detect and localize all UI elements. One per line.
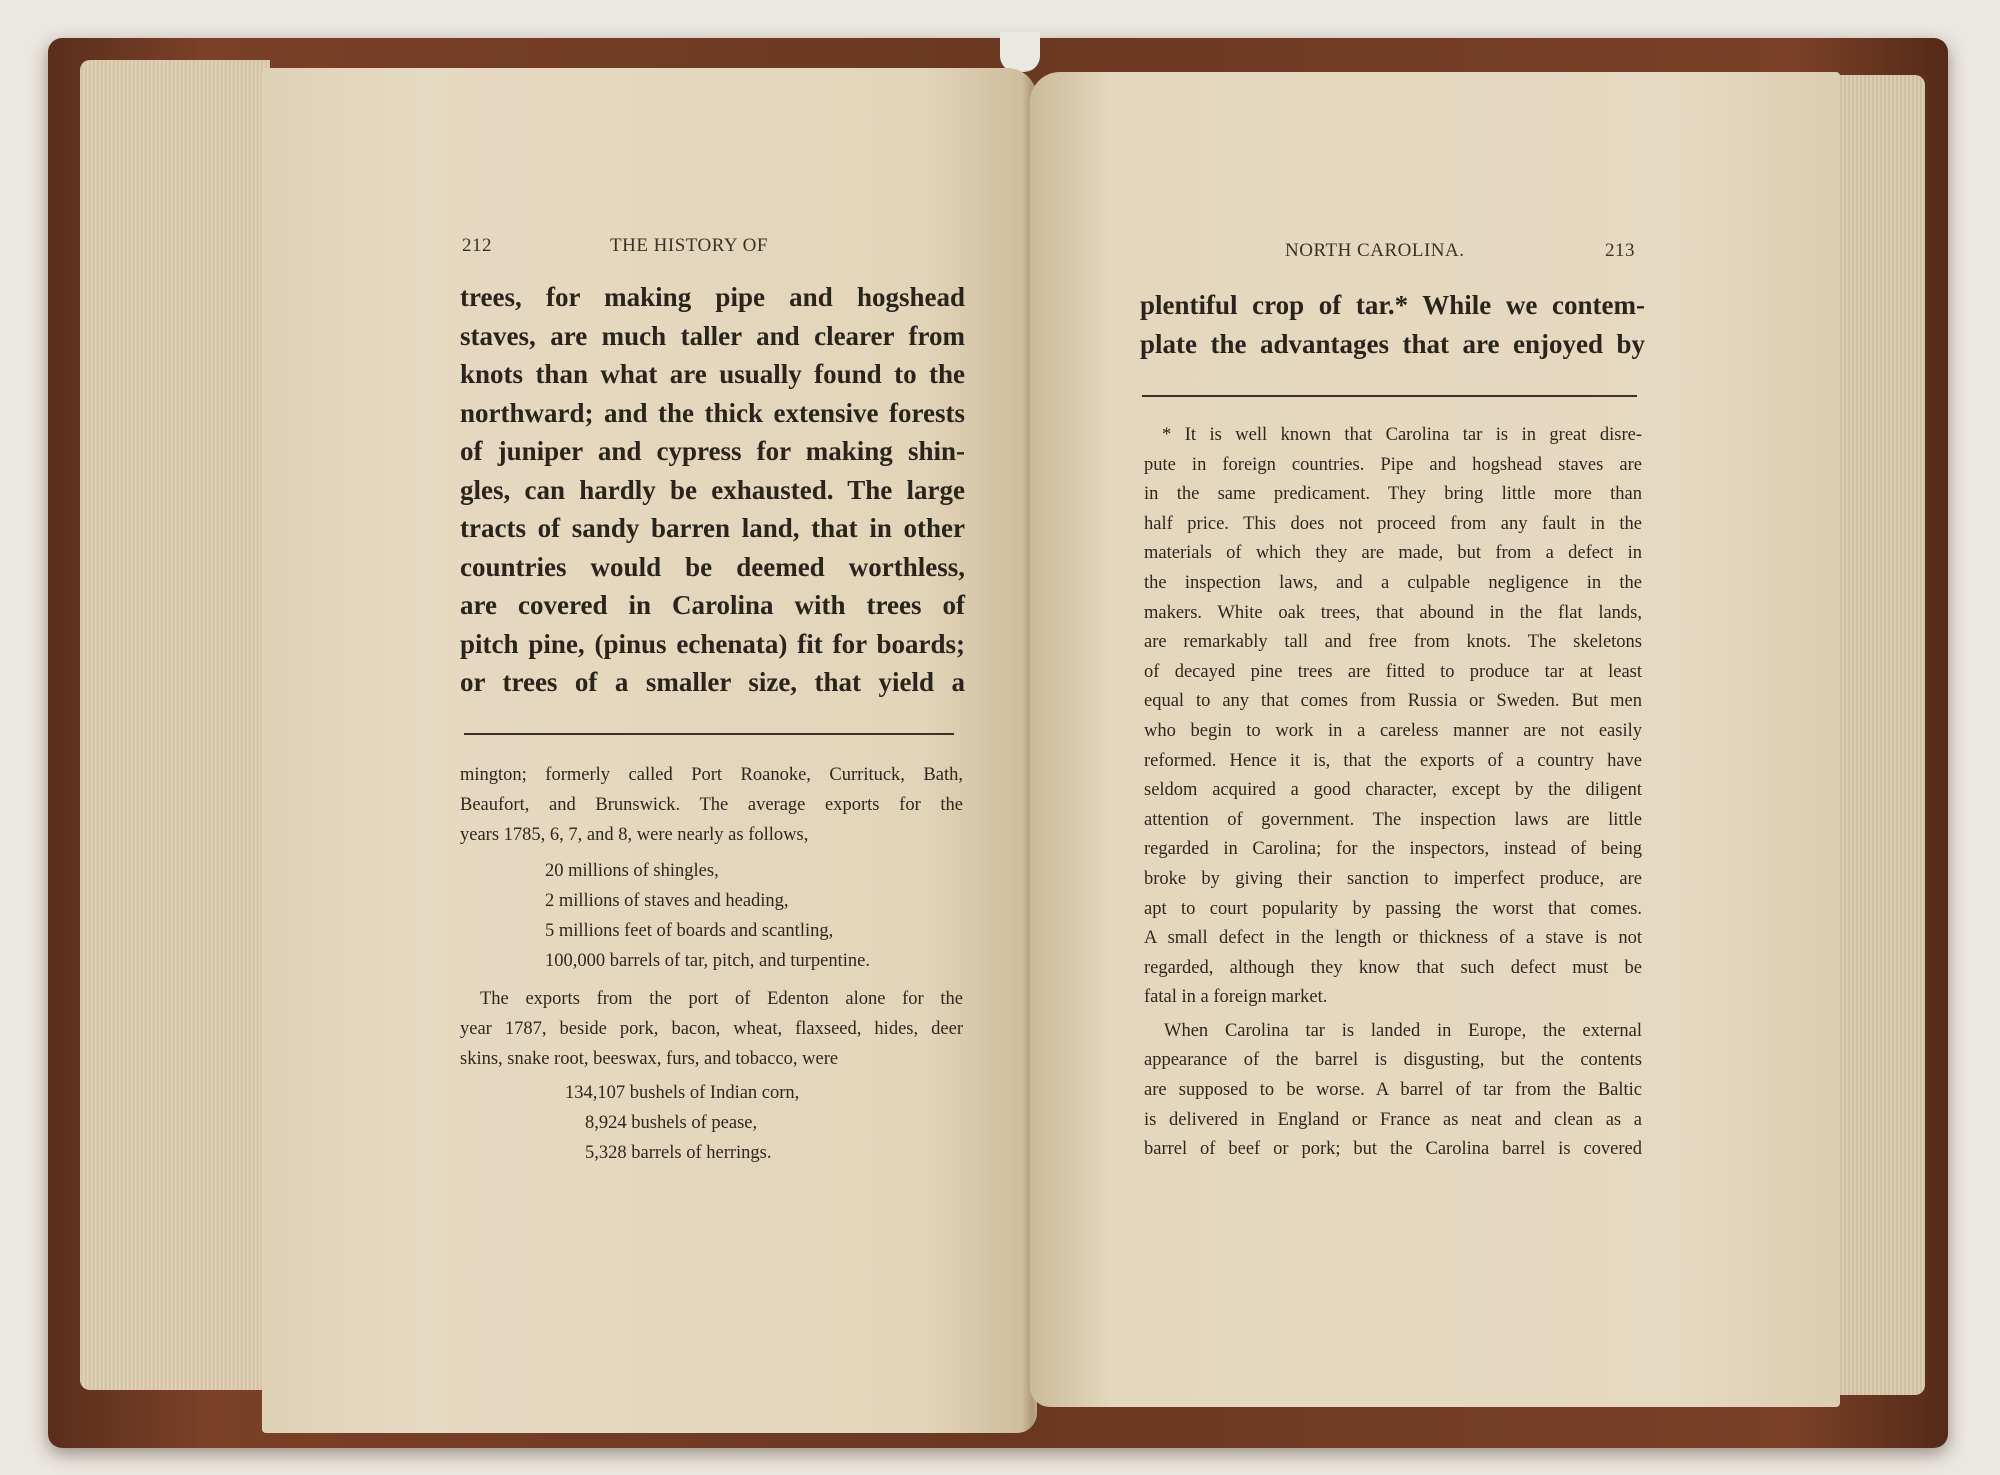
edenton-item: 134,107 bushels of Indian corn, (565, 1083, 800, 1103)
footnote-line: attention of government. The inspection laws are little (1144, 809, 1642, 830)
footnote-line: fatal in a foreign market. (1144, 987, 1328, 1008)
footnote-line: seldom acquired a good character, except by the diligent (1144, 780, 1642, 801)
footnote-line: materials of which they are made, but from a defect in (1144, 543, 1642, 564)
footnote-line: are supposed to be worse. A barrel of tar from the Baltic (1144, 1080, 1642, 1101)
right-page-number: 213 (1605, 240, 1635, 261)
right-footnote (1144, 421, 1642, 1165)
body-line: of juniper and cypress for making shin- (460, 436, 965, 466)
edenton-item: 8,924 bushels of pease, (585, 1113, 758, 1133)
footnote-line: appearance of the barrel is disgusting, but the contents (1144, 1050, 1642, 1071)
footnote-line: the inspection laws, and a culpable negligence in the (1144, 572, 1642, 593)
footnote-line: are remarkably tall and free from knots. The skeletons (1144, 632, 1642, 653)
left-running-head: THE HISTORY OF (610, 235, 768, 256)
body-line: gles, can hardly be exhausted. The large (460, 474, 965, 505)
right-page (1030, 72, 1840, 1407)
left-page (262, 68, 1037, 1433)
body-line: staves, are much taller and clearer from (460, 320, 965, 351)
footnote-line: apt to court popularity by passing the worst that comes. (1144, 898, 1642, 919)
body-line: are covered in Carolina with trees of (460, 590, 965, 620)
footnote-line: * It is well known that Carolina tar is in great disre- (1162, 425, 1642, 445)
footnote-line: The exports from the port of Edenton alone for the (480, 989, 963, 1009)
footnote-line: equal to any that comes from Russia or Sweden. But men (1144, 691, 1642, 712)
edenton-item: 5,328 barrels of herrings. (585, 1143, 772, 1163)
footnote-rule (464, 733, 954, 735)
left-page-edges (80, 60, 270, 1390)
footnote-line: in the same predicament. They bring little more than (1144, 484, 1642, 505)
footnote-line: makers. White oak trees, that abound in the flat lands, (1144, 602, 1642, 623)
footnote-line: regarded, although they know that such defect must be (1144, 957, 1642, 978)
footnote-line: who begin to work in a careless manner are not easily (1144, 720, 1642, 741)
body-line: countries would be deemed worthless, (460, 551, 965, 582)
footnote-line: regarded in Carolina; for the inspectors, instead of being (1144, 839, 1642, 860)
footnote-line: A small defect in the length or thickness of a stave is not (1144, 928, 1642, 949)
right-body-text (1140, 286, 1645, 363)
footnote-rule (1142, 395, 1637, 397)
body-line: plentiful crop of tar.* While we contem- (1140, 290, 1645, 320)
footnote-line: year 1787, beside pork, bacon, wheat, flaxseed, hides, deer (460, 1019, 963, 1039)
footnote-line: half price. This does not proceed from any fault in the (1144, 513, 1642, 534)
export-item: 5 millions feet of boards and scantling, (545, 921, 834, 941)
body-line: or trees of a smaller size, that yield a (460, 667, 965, 697)
right-running-head: NORTH CAROLINA. (1285, 240, 1465, 261)
body-line: pitch pine, (pinus echenata) fit for boards; (460, 628, 965, 659)
body-line: trees, for making pipe and hogshead (460, 282, 965, 312)
body-line: knots than what are usually found to the (460, 359, 965, 389)
left-footnote (460, 760, 963, 1168)
footnote-line: When Carolina tar is landed in Europe, the external (1164, 1020, 1642, 1041)
footnote-line: Beaufort, and Brunswick. The average exports for the (460, 795, 963, 815)
footnote-line: reformed. Hence it is, that the exports of a country have (1144, 750, 1642, 771)
export-item: 100,000 barrels of tar, pitch, and turpentine. (545, 951, 870, 971)
right-page-edges (1835, 75, 1925, 1395)
body-line: tracts of sandy barren land, that in other (460, 513, 965, 543)
left-body-text (460, 278, 965, 702)
footnote-line: of decayed pine trees are fitted to produce tar at least (1144, 661, 1642, 682)
export-item: 2 millions of staves and heading, (545, 891, 789, 911)
body-line: northward; and the thick extensive forests (460, 397, 965, 428)
left-page-number: 212 (462, 235, 492, 256)
footnote-line: is delivered in England or France as neat and clean as a (1144, 1109, 1642, 1130)
footnote-line: years 1785, 6, 7, and 8, were nearly as follows, (460, 825, 809, 845)
body-line: plate the advantages that are enjoyed by (1140, 328, 1645, 359)
footnote-line: skins, snake root, beeswax, furs, and tobacco, were (460, 1049, 839, 1069)
footnote-line: broke by giving their sanction to imperfect produce, are (1144, 868, 1642, 889)
footnote-line: barrel of beef or pork; but the Carolina barrel is covered (1144, 1139, 1642, 1160)
cover-notch (1000, 32, 1040, 72)
export-item: 20 millions of shingles, (545, 861, 719, 881)
footnote-line: pute in foreign countries. Pipe and hogshead staves are (1144, 454, 1642, 475)
footnote-line: mington; formerly called Port Roanoke, Currituck, Bath, (460, 765, 963, 785)
